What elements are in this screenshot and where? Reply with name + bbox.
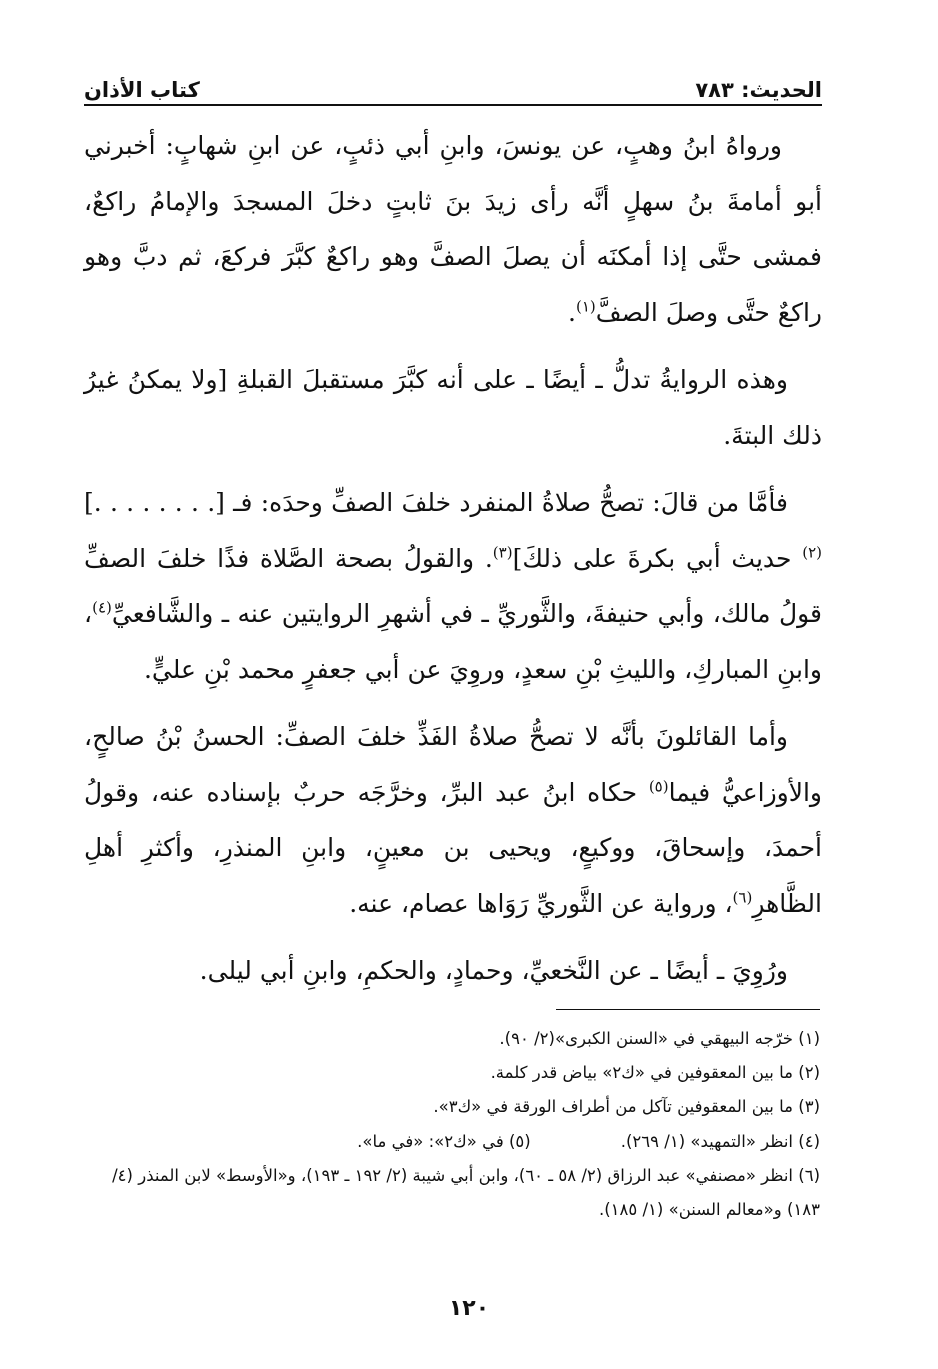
- book-title: كتاب الأذان: [84, 78, 200, 102]
- footnote-ref-2: (٢): [802, 543, 822, 562]
- header-divider: [84, 104, 822, 106]
- paragraph-4-part-c: ، ورواية عن الثَّوريِّ رَوَاها عصام، عنه.: [349, 888, 733, 918]
- footnote-6: (٦) انظر «مصنفي» عبد الرزاق (٢/ ٥٨ ـ ٦٠)، وابن أبي شيبة (٢/ ١٩٢ ـ ١٩٣)، و«الأوسط» لابن المنذر (٤/ ١٨٣) و«معالم السنن» (١/ ١٨٥).: [112, 1165, 820, 1220]
- running-header: [84, 66, 822, 102]
- paragraph-4-part-a: وأما القائلونَ بأنَّه لا تصحُّ صلاةُ الفَذِّ خلفَ الصفِّ: الحسنُ بْنُ صالحٍ، والأوزاعيُّ فيما: [84, 722, 822, 807]
- paragraph-3-part-c: . والقولُ بصحة الصَّلاة فذًا خلفَ الصفِّ قولُ مالك، وأبي حنيفةَ، والثَّوريِّ ـ في أشهرِ الروايتين عنه ـ والشَّافعيِّ: [84, 543, 822, 628]
- paragraph-3: [84, 475, 822, 697]
- footnote-divider: [556, 1009, 820, 1010]
- footnote-ref-5: (٥): [648, 777, 669, 796]
- paragraph-3-part-b: حديث أبي بكرةَ على ذلكَ]: [512, 543, 803, 573]
- hadith-number-label: الحديث: ٧٨٣: [695, 78, 822, 102]
- paragraph-4: [84, 709, 822, 931]
- page-number: ١٢٠: [448, 1296, 490, 1321]
- main-text: [84, 118, 822, 1011]
- footnote-ref-6: (٦): [732, 888, 753, 907]
- footnote-ref-4: (٤): [92, 598, 112, 617]
- paragraph-3-part-d: ، وابنِ المباركِ، والليثِ بْنِ سعدٍ، وروِيَ عن أبي جعفرٍ محمد بْنِ عليٍّ.: [84, 599, 822, 684]
- paragraph-1: [84, 118, 822, 340]
- footnote-1: (١) خرّجه البيهقي في «السنن الكبرى»(٢/ ٩٠).: [499, 1029, 820, 1048]
- footnote-5: (٥) في «ك٢»: «في ما».: [357, 1131, 531, 1151]
- footnote-ref-3: (٣): [492, 543, 513, 562]
- footnote-2: (٢) ما بين المعقوفين في «ك٢» بياض قدر كلمة.: [490, 1063, 820, 1083]
- paragraph-5: ورُوِيَ ـ أيضًا ـ عن النَّخعيِّ، وحمادٍ، والحكمِ، وابنِ أبي ليلى.: [199, 956, 788, 985]
- footnote-4: (٤) انظر «التمهيد» (١/ ٢٦٩).: [620, 1131, 820, 1151]
- paragraph-4-part-b: حكاه ابنُ عبد البرِّ، وخرَّجَه حربٌ بإسناده عنه، وقولُ أحمدَ، وإسحاقَ، ووكيعٍ، ويحيى بن معينٍ، وابنِ المنذرِ، وأكثرِ أهلِ الظَّاهرِ: [84, 777, 822, 918]
- paragraph-1-text: ورواهُ ابنُ وهبٍ، عن يونسَ، وابنِ أبي ذئبٍ، عن ابنِ شهابٍ: أخبرني أبو أمامةَ بنُ سهلٍ أنَّه رأى زيدَ بنَ ثابتٍ دخلَ المسجدَ والإمامُ راكعٌ، فمشى حتَّى إذا أمكنَه أن يصلَ الصفَّ وهو راكعٌ كبَّرَ فركعَ، ثم دبَّ وهو راكعٌ حتَّى وصلَ الصفَّ: [84, 131, 822, 327]
- footnote-4-5-line: [84, 1125, 820, 1159]
- footnote-ref-1: (١): [575, 297, 596, 316]
- footnotes: [84, 1022, 820, 1227]
- paragraph-2: وهذه الروايةُ تدلُّ ـ أيضًا ـ على أنه كبَّرَ مستقبلَ القبلةِ [ولا يمكنُ غيرُ ذلك البتةَ.: [84, 365, 822, 450]
- footnote-3: (٣) ما بين المعقوفين تآكل من أطراف الورقة في «ك٣».: [433, 1097, 820, 1117]
- paragraph-1-end: .: [568, 297, 576, 327]
- paragraph-3-part-a: فأمَّا من قالَ: تصحُّ صلاةُ المنفرد خلفَ الصفِّ وحدَه: فـ [. . . . . . . .]: [84, 488, 788, 517]
